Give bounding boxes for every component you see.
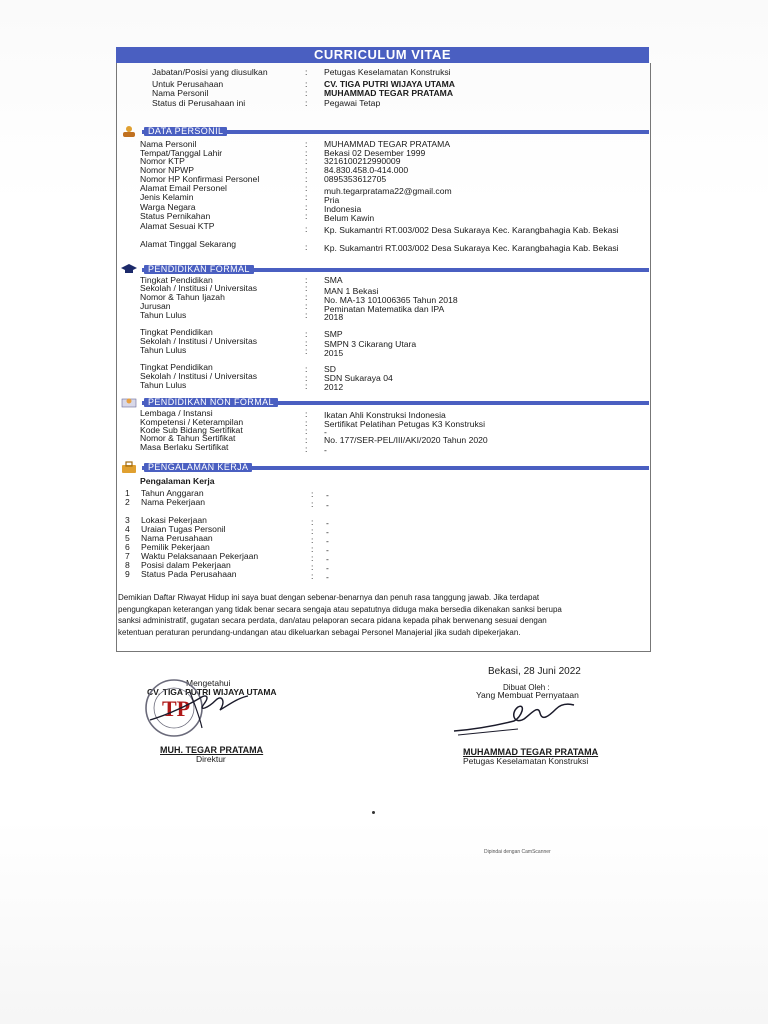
approver-company: CV. TIGA PUTRI WIJAYA UTAMA (147, 687, 277, 697)
field-value: muh.tegarpratama22@gmail.com (324, 186, 452, 196)
colon: : (305, 165, 308, 175)
section-pendidikan-non-formal (116, 398, 649, 407)
colon: : (305, 310, 308, 320)
field-label: Masa Berlaku Sertifikat (140, 442, 229, 452)
field-value: Ikatan Ahli Konstruksi Indonesia (324, 410, 446, 420)
field-label: Pemilik Pekerjaan (141, 542, 210, 552)
statement-line: sanksi administratif, gugatan secara perdata, dan/atau pelaporan secara pidana kepada pihak berwenang sesuai dengan (118, 616, 547, 625)
statement-line: ketentuan peraturan perundang-undangan atau dikeluarkan sebagai Personel Manajerial jika sudah dipekerjakan. (118, 627, 521, 637)
section-heading: DATA PERSONIL (144, 127, 227, 136)
field-label: Kompetensi / Keterampilan (140, 417, 244, 427)
row-number: 6 (125, 542, 130, 552)
section-heading: PENDIDIKAN FORMAL (144, 265, 254, 274)
field-value: - (324, 427, 327, 437)
field-value: Kp. Sukamantri RT.003/002 Desa Sukaraya Kec. Karangbahagia Kab. Bekasi (324, 243, 619, 253)
field-label: Tahun Lulus (140, 345, 187, 355)
field-label: Uraian Tugas Personil (141, 524, 226, 534)
field-label: Kode Sub Bidang Sertifikat (140, 425, 243, 435)
field-label: Sekolah / Institusi / Universitas (140, 336, 258, 346)
row-number: 4 (125, 524, 130, 534)
colon: : (305, 444, 308, 454)
field-value: - (326, 490, 329, 500)
header-label: Status di Perusahaan ini (152, 98, 246, 108)
field-value: - (326, 527, 329, 537)
colon: : (305, 79, 308, 89)
field-label: Jurusan (140, 301, 171, 311)
personal-signature (448, 695, 588, 745)
field-label: Tahun Anggaran (141, 488, 204, 498)
row-number: 2 (125, 497, 130, 507)
header-value: CV. TIGA PUTRI WIJAYA UTAMA (324, 79, 455, 89)
colon: : (311, 562, 314, 572)
cv-title: CURRICULUM VITAE (116, 47, 649, 63)
statement-line: pengungkapan keterangan yang tidak benar secara sengaja atau sepatutnya diduga maka bersedia dikenakan sanksi berupa (118, 604, 562, 614)
field-label: Posisi dalam Pekerjaan (141, 560, 231, 570)
field-label: Warga Negara (140, 202, 196, 212)
colon: : (311, 553, 314, 563)
colon: : (305, 435, 308, 445)
field-value: Peminatan Matematika dan IPA (324, 304, 445, 314)
signer-name: MUHAMMAD TEGAR PRATAMA (463, 747, 599, 757)
approver-caption: Mengetahui (186, 678, 231, 688)
field-value: - (326, 563, 329, 573)
approver-role: Direktur (196, 754, 226, 764)
colon: : (305, 364, 308, 374)
field-value: Bekasi 02 Desember 1999 (324, 148, 426, 158)
field-value: Sertifikat Pelatihan Petugas K3 Konstruksi (324, 419, 485, 429)
colon: : (305, 373, 308, 383)
field-value: - (324, 445, 327, 455)
header-label: Nama Personil (152, 88, 209, 98)
field-value: 84.830.458.0-414.000 (324, 165, 409, 175)
field-value: 2018 (324, 312, 344, 322)
header-label: Jabatan/Posisi yang diusulkan (152, 67, 268, 77)
colon: : (305, 202, 308, 212)
signer-caption: Yang Membuat Pernyataan (476, 690, 579, 700)
colon: : (311, 517, 314, 527)
row-number: 9 (125, 569, 130, 579)
colon: : (305, 192, 308, 202)
colon: : (305, 148, 308, 158)
section-heading: PENDIDIKAN NON FORMAL (144, 398, 278, 407)
field-label: Jenis Kelamin (140, 192, 194, 202)
header-value: Pegawai Tetap (324, 98, 381, 108)
field-value: Kp. Sukamantri RT.003/002 Desa Sukaraya Kec. Karangbahagia Kab. Bekasi (324, 225, 619, 235)
section-pengalaman-kerja (116, 463, 649, 472)
place-date: Bekasi, 28 Juni 2022 (488, 666, 581, 677)
colon: : (305, 242, 308, 252)
graduation-cap-icon (121, 263, 137, 275)
scan-watermark: Dipindai dengan CamScanner (484, 849, 551, 855)
subheading: Pengalaman Kerja (140, 476, 215, 486)
section-data-personil (116, 127, 649, 136)
field-label: Nama Pekerjaan (141, 497, 206, 507)
colon: : (311, 571, 314, 581)
field-label: Tingkat Pendidikan (140, 275, 213, 285)
colon: : (305, 275, 308, 285)
field-label: Tahun Lulus (140, 310, 187, 320)
field-value: 0895353612705 (324, 174, 387, 184)
field-value: - (326, 500, 329, 510)
field-label: Alamat Tinggal Sekarang (140, 239, 237, 249)
signer-role: Petugas Keselamatan Konstruksi (463, 756, 589, 766)
field-value: 2015 (324, 348, 344, 358)
row-number: 8 (125, 560, 130, 570)
company-stamp-signature (130, 668, 270, 748)
field-label: Nomor NPWP (140, 165, 194, 175)
field-value: - (326, 518, 329, 528)
section-heading: PENGALAMAN KERJA (144, 463, 252, 472)
field-label: Nomor & Tahun Sertifikat (140, 433, 236, 443)
field-value: Indonesia (324, 204, 362, 214)
field-label: Alamat Sesuai KTP (140, 221, 215, 231)
field-label: Sekolah / Institusi / Universitas (140, 371, 258, 381)
field-label: Lokasi Pekerjaan (141, 515, 207, 525)
field-value: No. 177/SER-PEL/III/AKI/2020 Tahun 2020 (324, 435, 488, 445)
signer-caption: Dibuat Oleh : (503, 683, 550, 692)
field-value: 2012 (324, 382, 344, 392)
field-value: No. MA-13 101006365 Tahun 2018 (324, 295, 458, 305)
field-value: Belum Kawin (324, 213, 375, 223)
field-label: Lembaga / Instansi (140, 408, 213, 418)
colon: : (305, 329, 308, 339)
row-number: 5 (125, 533, 130, 543)
field-value: MAN 1 Bekasi (324, 286, 379, 296)
colon: : (311, 489, 314, 499)
colon: : (305, 67, 308, 77)
colon: : (311, 526, 314, 536)
certificate-icon (121, 396, 137, 408)
header-value: Petugas Keselamatan Konstruksi (324, 67, 451, 77)
field-label: Tingkat Pendidikan (140, 362, 213, 372)
colon: : (305, 98, 308, 108)
briefcase-icon (121, 461, 137, 473)
field-value: - (326, 545, 329, 555)
colon: : (305, 283, 308, 293)
field-value: 3216100212990009 (324, 156, 401, 166)
row-number: 1 (125, 488, 130, 498)
field-label: Nomor & Tahun Ijazah (140, 292, 225, 302)
colon: : (305, 139, 308, 149)
section-pendidikan-formal (116, 265, 649, 274)
field-value: SMA (324, 275, 343, 285)
header-value: MUHAMMAD TEGAR PRATAMA (324, 88, 454, 98)
header-label: Untuk Perusahaan (152, 79, 224, 89)
colon: : (305, 409, 308, 419)
field-label: Tingkat Pendidikan (140, 327, 213, 337)
colon: : (305, 156, 308, 166)
colon: : (305, 183, 308, 193)
field-value: - (326, 554, 329, 564)
field-label: Nomor KTP (140, 156, 185, 166)
statement-paragraph (118, 592, 646, 638)
colon: : (305, 174, 308, 184)
field-label: Nomor HP Konfirmasi Personel (140, 174, 260, 184)
field-value: SD (324, 364, 336, 374)
colon: : (311, 544, 314, 554)
row-number: 3 (125, 515, 130, 525)
field-value: - (326, 536, 329, 546)
stamp-logo-text: TP (162, 696, 191, 721)
person-icon (121, 125, 137, 137)
field-label: Nama Perusahaan (141, 533, 213, 543)
field-label: Alamat Email Personel (140, 183, 227, 193)
field-value: MUHAMMAD TEGAR PRATAMA (324, 139, 451, 149)
field-label: Nama Personil (140, 139, 197, 149)
field-value: SMP (324, 329, 343, 339)
colon: : (305, 224, 308, 234)
field-value: Pria (324, 195, 340, 205)
colon: : (305, 381, 308, 391)
colon: : (305, 301, 308, 311)
row-number: 7 (125, 551, 130, 561)
field-value: - (326, 572, 329, 582)
colon: : (305, 292, 308, 302)
colon: : (305, 426, 308, 436)
field-label: Waktu Pelaksanaan Pekerjaan (141, 551, 259, 561)
field-label: Tahun Lulus (140, 380, 187, 390)
field-label: Sekolah / Institusi / Universitas (140, 283, 258, 293)
colon: : (305, 88, 308, 98)
approver-name: MUH. TEGAR PRATAMA (160, 745, 264, 755)
statement-line: Demikian Daftar Riwayat Hidup ini saya buat dengan sebenar-benarnya dan penuh rasa tanggung jawab. Jika terdapat (118, 593, 540, 602)
field-value: SMPN 3 Cikarang Utara (324, 339, 417, 349)
scan-speck (372, 811, 375, 814)
field-value: SDN Sukaraya 04 (324, 373, 393, 383)
field-label: Status Pernikahan (140, 211, 211, 221)
colon: : (311, 499, 314, 509)
field-label: Status Pada Perusahaan (141, 569, 237, 579)
colon: : (305, 346, 308, 356)
colon: : (311, 535, 314, 545)
colon: : (305, 338, 308, 348)
colon: : (305, 211, 308, 221)
field-label: Tempat/Tanggal Lahir (140, 148, 223, 158)
colon: : (305, 418, 308, 428)
